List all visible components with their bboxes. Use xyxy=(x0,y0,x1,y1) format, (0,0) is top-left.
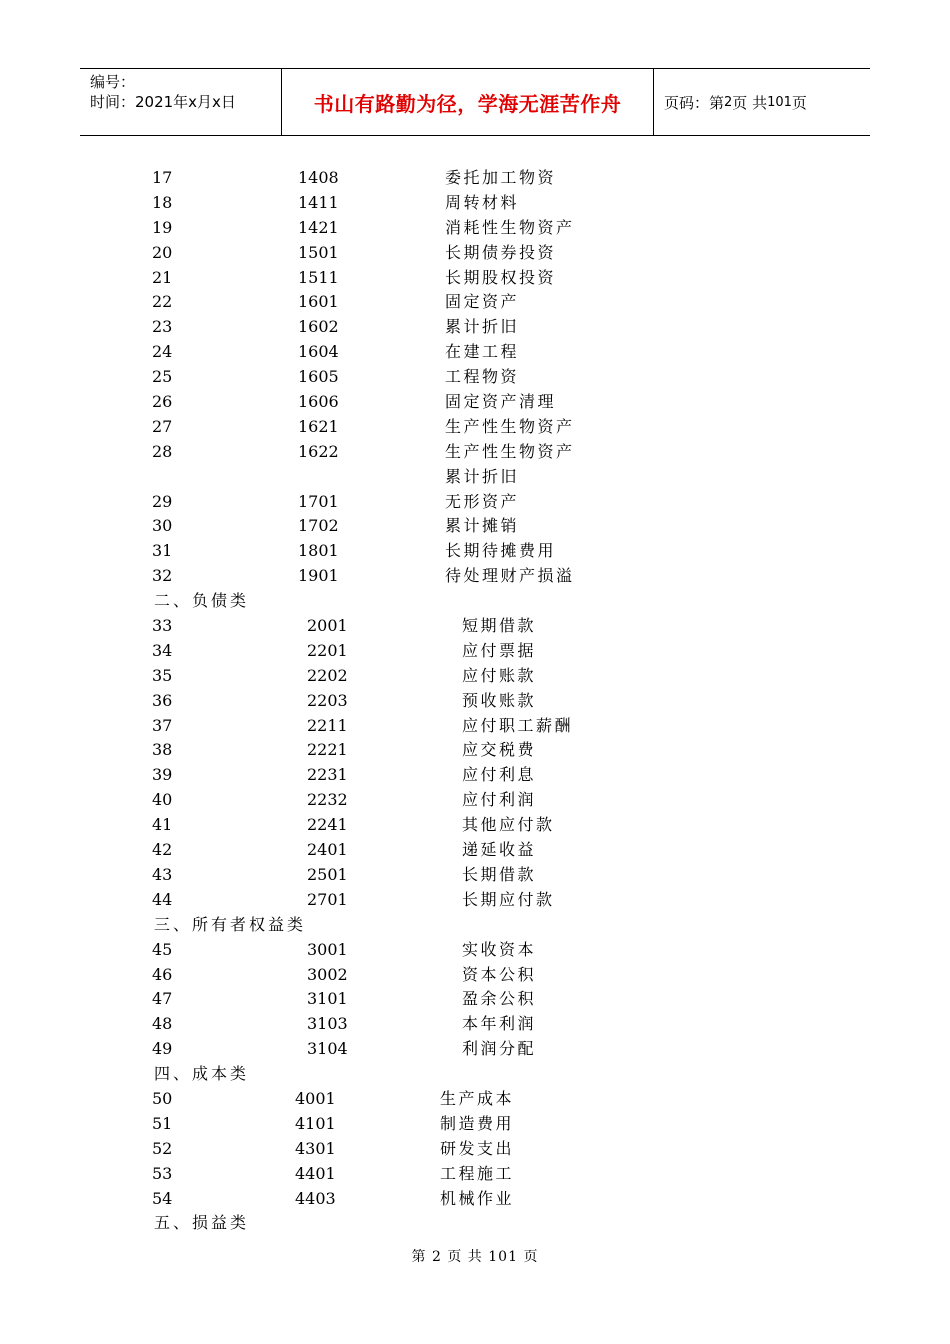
account-code: 1421 xyxy=(298,217,339,237)
account-row xyxy=(0,714,950,739)
account-code: 2232 xyxy=(307,790,348,810)
page-current: 2 xyxy=(724,94,733,110)
account-code: 4001 xyxy=(295,1088,336,1108)
account-seq: 20 xyxy=(152,242,173,262)
account-seq: 23 xyxy=(152,317,173,337)
account-row xyxy=(0,1187,950,1212)
page-suffix: 页 xyxy=(791,93,807,112)
account-seq: 31 xyxy=(152,541,173,561)
account-row xyxy=(0,539,950,564)
account-name: 累计折旧 xyxy=(445,317,520,337)
account-code: 1702 xyxy=(298,516,339,536)
header-page-info xyxy=(654,69,870,135)
account-name: 本年利润 xyxy=(462,1014,537,1034)
account-row xyxy=(0,266,950,291)
account-seq: 36 xyxy=(152,690,173,710)
account-row xyxy=(0,440,950,465)
footer-prefix: 第 xyxy=(411,1249,427,1265)
account-row xyxy=(0,738,950,763)
account-row xyxy=(0,1162,950,1187)
account-name: 消耗性生物资产 xyxy=(445,217,575,237)
account-name: 周转材料 xyxy=(445,192,520,212)
account-name: 长期待摊费用 xyxy=(445,541,557,561)
account-name: 应付账款 xyxy=(462,665,537,685)
doc-number-label: 编号： xyxy=(90,73,136,91)
footer-suffix: 页 xyxy=(523,1249,539,1265)
account-code: 1604 xyxy=(298,342,339,362)
account-name: 实收资本 xyxy=(462,939,537,959)
account-code: 3103 xyxy=(307,1014,348,1034)
footer-mid: 页 共 xyxy=(447,1249,483,1265)
account-seq: 44 xyxy=(152,889,173,909)
account-name: 机械作业 xyxy=(440,1188,515,1208)
account-row xyxy=(0,888,950,913)
account-code: 1411 xyxy=(298,192,339,212)
account-name: 应交税费 xyxy=(462,740,537,760)
account-row xyxy=(0,490,950,515)
account-seq: 46 xyxy=(152,964,173,984)
account-name: 无形资产 xyxy=(445,491,520,511)
account-code: 1605 xyxy=(298,367,339,387)
account-name: 固定资产清理 xyxy=(445,392,557,412)
account-name: 长期应付款 xyxy=(462,889,555,909)
account-seq: 39 xyxy=(152,765,173,785)
page-header xyxy=(80,68,870,136)
account-row xyxy=(0,813,950,838)
account-row xyxy=(0,315,950,340)
account-seq: 19 xyxy=(152,217,173,237)
account-name: 利润分配 xyxy=(462,1039,537,1059)
account-name: 待处理财产损溢 xyxy=(445,566,575,586)
account-seq: 41 xyxy=(152,815,173,835)
footer-total: 101 xyxy=(488,1249,518,1265)
account-seq: 32 xyxy=(152,566,173,586)
account-name: 长期借款 xyxy=(462,864,537,884)
account-code: 2231 xyxy=(307,765,348,785)
account-name: 盈余公积 xyxy=(462,989,537,1009)
account-seq: 33 xyxy=(152,616,173,636)
account-row xyxy=(0,390,950,415)
account-name: 应付利润 xyxy=(462,790,537,810)
account-code: 2211 xyxy=(307,715,348,735)
page-prefix: 页码：第 xyxy=(664,93,725,112)
account-code: 3101 xyxy=(307,989,348,1009)
account-name: 研发支出 xyxy=(440,1138,515,1158)
account-row xyxy=(0,465,950,490)
account-name: 累计折旧 xyxy=(445,466,520,486)
account-code: 2401 xyxy=(307,840,348,860)
account-code: 2203 xyxy=(307,690,348,710)
account-name: 递延收益 xyxy=(462,840,537,860)
account-code: 1601 xyxy=(298,292,339,312)
account-seq: 17 xyxy=(152,168,173,187)
account-seq: 35 xyxy=(152,665,173,685)
account-seq: 28 xyxy=(152,441,173,461)
account-code: 2001 xyxy=(307,616,348,636)
account-row xyxy=(0,938,950,963)
account-name: 应付利息 xyxy=(462,765,537,785)
account-row xyxy=(0,290,950,315)
account-row xyxy=(0,1112,950,1137)
account-code: 1621 xyxy=(298,416,339,436)
account-seq: 37 xyxy=(152,715,173,735)
account-seq: 22 xyxy=(152,292,173,312)
section-title: 四、成本类 xyxy=(154,1064,250,1084)
account-name: 资本公积 xyxy=(462,964,537,984)
account-seq: 26 xyxy=(152,392,173,412)
account-row xyxy=(0,987,950,1012)
section-heading xyxy=(0,913,950,938)
account-row xyxy=(0,1087,950,1112)
account-name: 短期借款 xyxy=(462,616,537,636)
account-code: 1408 xyxy=(298,168,339,187)
account-seq: 30 xyxy=(152,516,173,536)
account-row xyxy=(0,415,950,440)
account-row xyxy=(0,191,950,216)
account-seq: 38 xyxy=(152,740,173,760)
account-list xyxy=(0,166,950,1236)
account-name: 其他应付款 xyxy=(462,815,555,835)
account-code: 1701 xyxy=(298,491,339,511)
account-code: 2241 xyxy=(307,815,348,835)
account-seq: 51 xyxy=(152,1113,173,1133)
account-row xyxy=(0,241,950,266)
account-seq: 50 xyxy=(152,1088,173,1108)
section-title: 五、损益类 xyxy=(154,1213,250,1233)
account-code: 3104 xyxy=(307,1039,348,1059)
account-name: 应付职工薪酬 xyxy=(462,715,574,735)
page-footer xyxy=(0,1246,950,1266)
page-mid: 页 共 xyxy=(732,93,768,112)
account-code: 4403 xyxy=(295,1188,336,1208)
account-row xyxy=(0,763,950,788)
account-code: 4401 xyxy=(295,1163,336,1183)
account-code: 2221 xyxy=(307,740,348,760)
account-seq: 52 xyxy=(152,1138,173,1158)
account-seq: 49 xyxy=(152,1039,173,1059)
account-name: 生产成本 xyxy=(440,1088,515,1108)
account-name: 委托加工物资 xyxy=(445,168,557,187)
account-code: 2501 xyxy=(307,864,348,884)
account-seq: 34 xyxy=(152,640,173,660)
account-row xyxy=(0,664,950,689)
section-heading xyxy=(0,1062,950,1087)
account-row xyxy=(0,689,950,714)
account-seq: 25 xyxy=(152,367,173,387)
account-code: 1606 xyxy=(298,392,339,412)
account-row xyxy=(0,788,950,813)
section-title: 二、负债类 xyxy=(154,591,250,611)
account-name: 工程物资 xyxy=(445,367,520,387)
account-seq: 54 xyxy=(152,1188,173,1208)
account-code: 1602 xyxy=(298,317,339,337)
section-heading xyxy=(0,589,950,614)
account-name: 应付票据 xyxy=(462,640,537,660)
account-code: 1801 xyxy=(298,541,339,561)
account-row xyxy=(0,1137,950,1162)
account-code: 1501 xyxy=(298,242,339,262)
account-row xyxy=(0,614,950,639)
account-name: 工程施工 xyxy=(440,1163,515,1183)
doc-time-label: 时间：2021年x月x日 xyxy=(90,93,236,111)
account-name: 长期股权投资 xyxy=(445,267,557,287)
account-row xyxy=(0,365,950,390)
account-code: 3002 xyxy=(307,964,348,984)
account-row xyxy=(0,639,950,664)
account-name: 生产性生物资产 xyxy=(445,441,575,461)
account-row xyxy=(0,1012,950,1037)
account-seq: 24 xyxy=(152,342,173,362)
account-seq: 48 xyxy=(152,1014,173,1034)
account-seq: 43 xyxy=(152,864,173,884)
account-seq: 29 xyxy=(152,491,173,511)
account-code: 1622 xyxy=(298,441,339,461)
account-code: 2201 xyxy=(307,640,348,660)
account-seq: 53 xyxy=(152,1163,173,1183)
account-seq: 45 xyxy=(152,939,173,959)
account-name: 生产性生物资产 xyxy=(445,416,575,436)
header-meta xyxy=(80,69,281,135)
section-heading xyxy=(0,1211,950,1236)
account-row xyxy=(0,863,950,888)
account-name: 制造费用 xyxy=(440,1113,515,1133)
account-name: 累计摊销 xyxy=(445,516,520,536)
footer-current: 2 xyxy=(431,1249,442,1265)
account-row xyxy=(0,514,950,539)
account-row xyxy=(0,216,950,241)
account-name: 预收账款 xyxy=(462,690,537,710)
account-seq: 27 xyxy=(152,416,173,436)
account-name: 长期债券投资 xyxy=(445,242,557,262)
account-name: 固定资产 xyxy=(445,292,520,312)
account-code: 2701 xyxy=(307,889,348,909)
section-title: 三、所有者权益类 xyxy=(154,914,307,934)
account-code: 1901 xyxy=(298,566,339,586)
account-row xyxy=(0,564,950,589)
account-code: 4301 xyxy=(295,1138,336,1158)
account-name: 在建工程 xyxy=(445,342,520,362)
account-seq: 42 xyxy=(152,840,173,860)
account-row xyxy=(0,838,950,863)
account-code: 2202 xyxy=(307,665,348,685)
account-seq: 47 xyxy=(152,989,173,1009)
account-code: 4101 xyxy=(295,1113,336,1133)
account-row xyxy=(0,963,950,988)
header-motto: 书山有路勤为径，学海无涯苦作舟 xyxy=(281,69,654,135)
page-total: 101 xyxy=(767,94,792,110)
account-code: 1511 xyxy=(298,267,339,287)
account-seq: 40 xyxy=(152,790,173,810)
account-row xyxy=(0,166,950,191)
account-seq: 21 xyxy=(152,267,173,287)
account-code: 3001 xyxy=(307,939,348,959)
account-seq: 18 xyxy=(152,192,173,212)
account-row xyxy=(0,1037,950,1062)
account-row xyxy=(0,340,950,365)
